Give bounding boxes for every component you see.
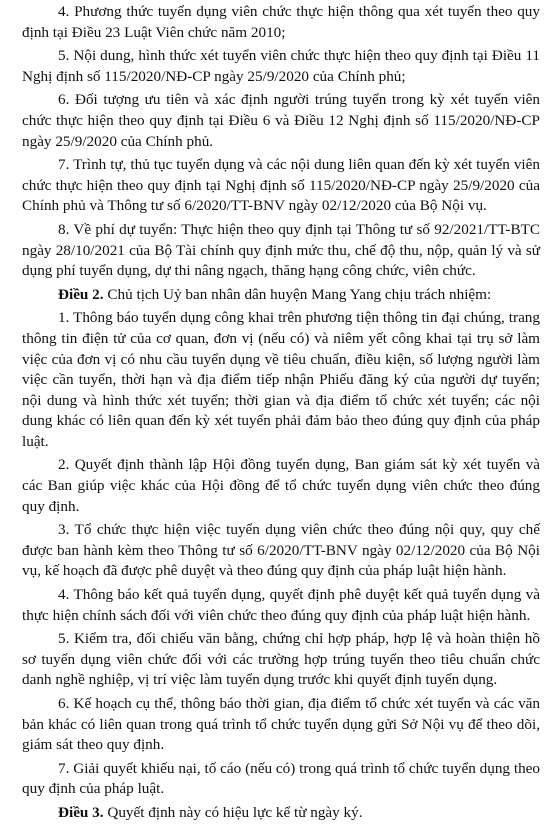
article-2-label: Điều 2. xyxy=(58,285,104,303)
article-2-text: Chủ tịch Uỷ ban nhân dân huyện Mang Yang chịu trách nhiệm: xyxy=(103,285,492,303)
article-3-text: Quyết định này có hiệu lực kể từ ngày ký. xyxy=(103,803,363,821)
paragraph-item-7: 7. Trình tự, thủ tục tuyển dụng và các nội dung liên quan đến kỳ xét tuyển viên chức thực hiện theo quy định tại Nghị định số 115/2020/NĐ-CP ngày 25/9/2020 của Chính phủ và Thông tư số 6/2020/TT-BNV ngày 02/12/2020 của Bộ Nội vụ. xyxy=(22,156,540,215)
paragraph-item-8: 8. Về phí dự tuyển: Thực hiện theo quy định tại Thông tư số 92/2021/TT-BTC ngày 28/10/2021 của Bộ Tài chính quy định mức thu, chế độ thu, nộp, quản lý và sử dụng phí tuyển dụng, dự thi nâng ngạch, thăng hạng công chức, viên chức. xyxy=(22,220,540,280)
article-3-heading xyxy=(22,803,540,824)
article-3-label: Điều 3. xyxy=(58,803,104,821)
article-2-heading xyxy=(22,285,540,306)
article-2-item-7: 7. Giải quyết khiếu nại, tố cáo (nếu có) trong quá trình tổ chức tuyển dụng theo quy định của pháp luật. xyxy=(22,759,540,798)
article-2-item-2: 2. Quyết định thành lập Hội đồng tuyển dụng, Ban giám sát kỳ xét tuyển và các Ban giúp việc khác của Hội đồng để tổ chức tuyển dụng viên chức theo đúng quy định. xyxy=(22,456,540,515)
paragraph-item-4: 4. Phương thức tuyển dụng viên chức thực hiện thông qua xét tuyển theo quy định tại Điều 23 Luật Viên chức năm 2010; xyxy=(22,3,540,41)
article-2-item-5: 5. Kiểm tra, đối chiếu văn bằng, chứng chỉ hợp pháp, hợp lệ và hoàn thiện hồ sơ tuyển dụng viên chức đối với các trường hợp trúng tuyển theo tiêu chuẩn chức danh nghề nghiệp, vị trí việc làm tuyển dụng trước khi quyết định tuyển dụng. xyxy=(22,630,540,689)
article-2-item-4: 4. Thông báo kết quả tuyển dụng, quyết định phê duyệt kết quả tuyển dụng và thực hiện chính sách đối với viên chức theo đúng quy định của pháp luật hiện hành. xyxy=(22,586,540,624)
article-2-item-3: 3. Tổ chức thực hiện việc tuyển dụng viên chức theo đúng nội quy, quy chế được ban hành kèm theo Thông tư số 6/2020/TT-BNV ngày 02/12/2020 của Bộ Nội vụ, kế hoạch đã được phê duyệt và theo đúng quy định của pháp luật hiện hành. xyxy=(22,521,540,580)
paragraph-item-5: 5. Nội dung, hình thức xét tuyển viên chức thực hiện theo quy định tại Điều 11 Nghị định số 115/2020/NĐ-CP ngày 25/9/2020 của Chính phủ; xyxy=(22,47,540,85)
article-2-item-6: 6. Kế hoạch cụ thể, thông báo thời gian, địa điểm tổ chức xét tuyển và các văn bản khác có liên quan trong quá trình tổ chức tuyển dụng gửi Sở Nội vụ để theo dõi, giám sát theo quy định. xyxy=(22,695,540,754)
paragraph-item-6: 6. Đối tượng ưu tiên và xác định người trúng tuyển trong kỳ xét tuyển viên chức thực hiện theo quy định tại Điều 6 và Điều 12 Nghị định số 115/2020/NĐ-CP ngày 25/9/2020 của Chính phủ. xyxy=(22,91,540,150)
article-2-item-1: 1. Thông báo tuyển dụng công khai trên phương tiện thông tin đại chúng, trang thông tin điện tử của cơ quan, đơn vị (nếu có) và niêm yết công khai tại trụ sở làm việc của đơn vị có nhu cầu tuyển dụng về tiêu chuẩn, điều kiện, số lượng người làm việc cần tuyển, thời hạn và địa điểm tiếp nhận Phiếu đăng ký của người dự tuyển; nội dung và hình thức xét tuyển; thời gian và địa điểm tổ chức xét tuyển; các nội dung khác có liên quan đến kỳ xét tuyển phải đảm bảo theo đúng quy định của pháp luật. xyxy=(22,309,540,450)
